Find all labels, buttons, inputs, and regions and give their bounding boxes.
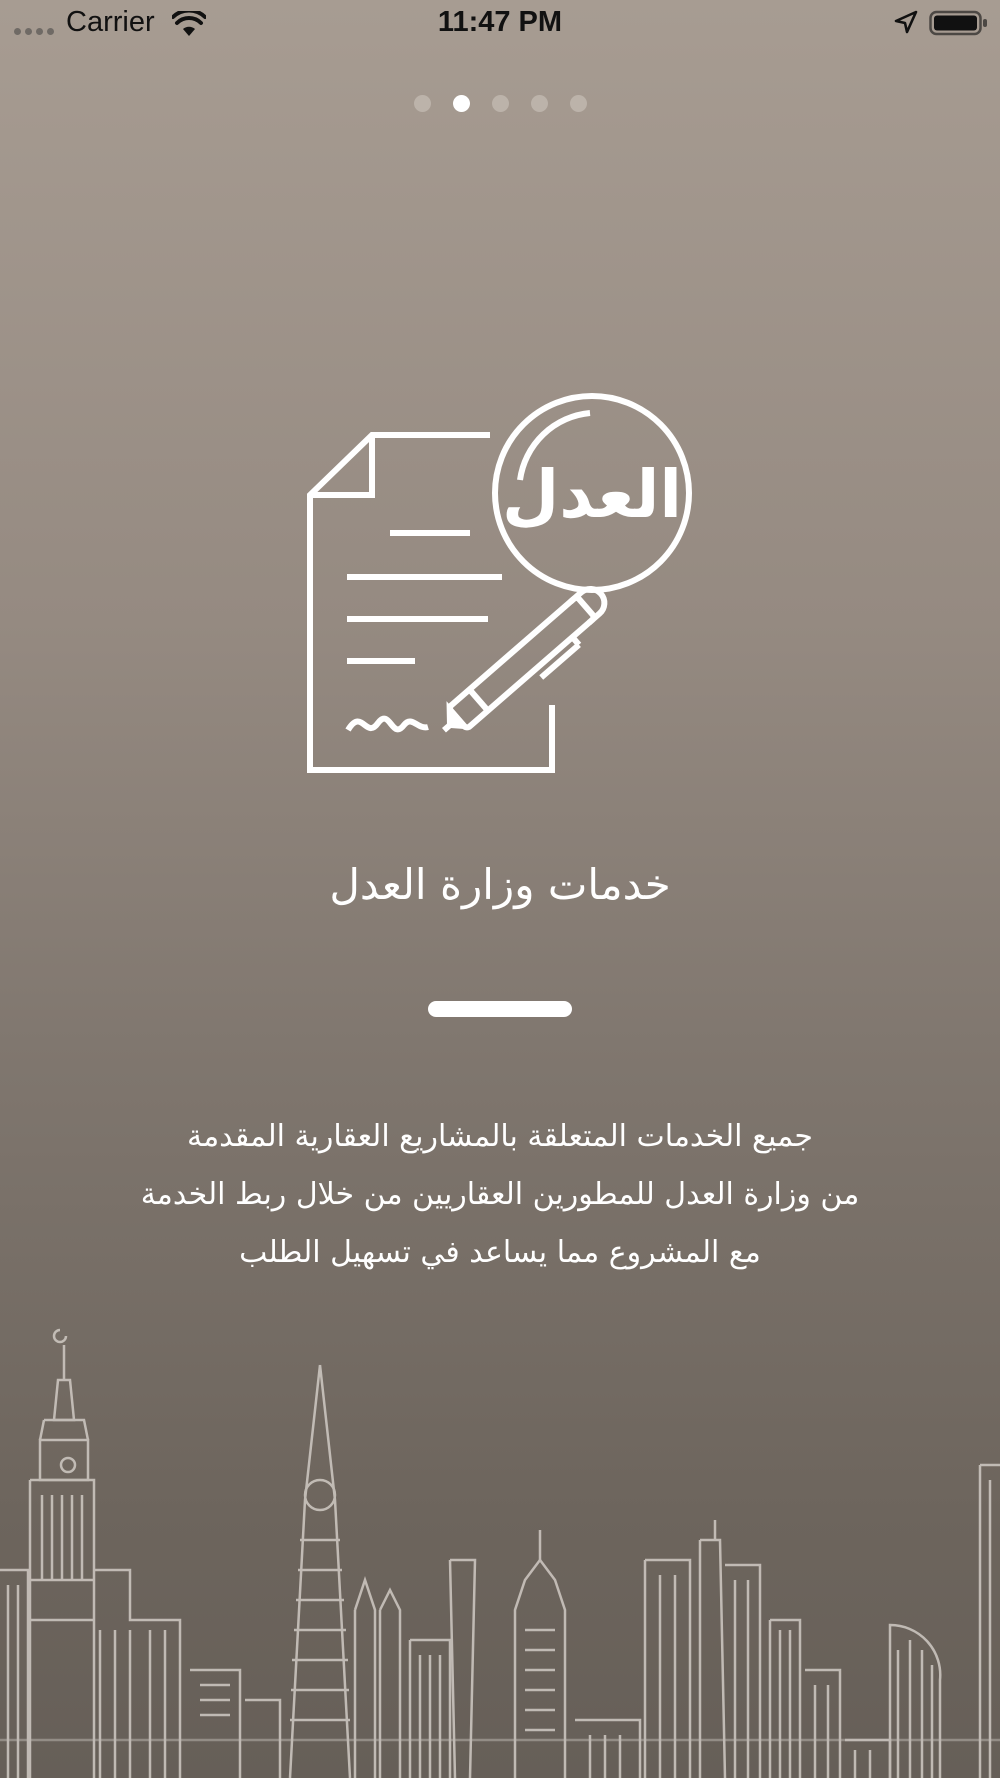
- page-title: خدمات وزارة العدل: [329, 860, 671, 909]
- carrier-label: Carrier: [66, 6, 155, 38]
- status-bar: [0, 0, 1000, 46]
- page-dot-3[interactable]: [492, 95, 509, 112]
- page-description: [60, 1108, 940, 1282]
- document-signing-icon: [300, 385, 700, 785]
- battery-icon: [929, 10, 989, 36]
- location-arrow-icon: [893, 10, 919, 36]
- status-time: 11:47 PM: [437, 6, 563, 38]
- page-dot-4[interactable]: [531, 95, 548, 112]
- city-skyline-illustration: [0, 1320, 1000, 1778]
- page-dot-1[interactable]: [414, 95, 431, 112]
- page-dot-2[interactable]: [453, 95, 470, 112]
- ministry-logo-text: العدل: [501, 456, 683, 533]
- divider: [428, 1001, 572, 1017]
- description-line: جميع الخدمات المتعلقة بالمشاريع العقارية المقدمة: [187, 1119, 813, 1154]
- page-indicator[interactable]: [0, 95, 1000, 112]
- page-dot-5[interactable]: [570, 95, 587, 112]
- description-line: من وزارة العدل للمطورين العقاريين من خلال ربط الخدمة: [140, 1177, 860, 1212]
- description-line: مع المشروع مما يساعد في تسهيل الطلب: [239, 1235, 761, 1270]
